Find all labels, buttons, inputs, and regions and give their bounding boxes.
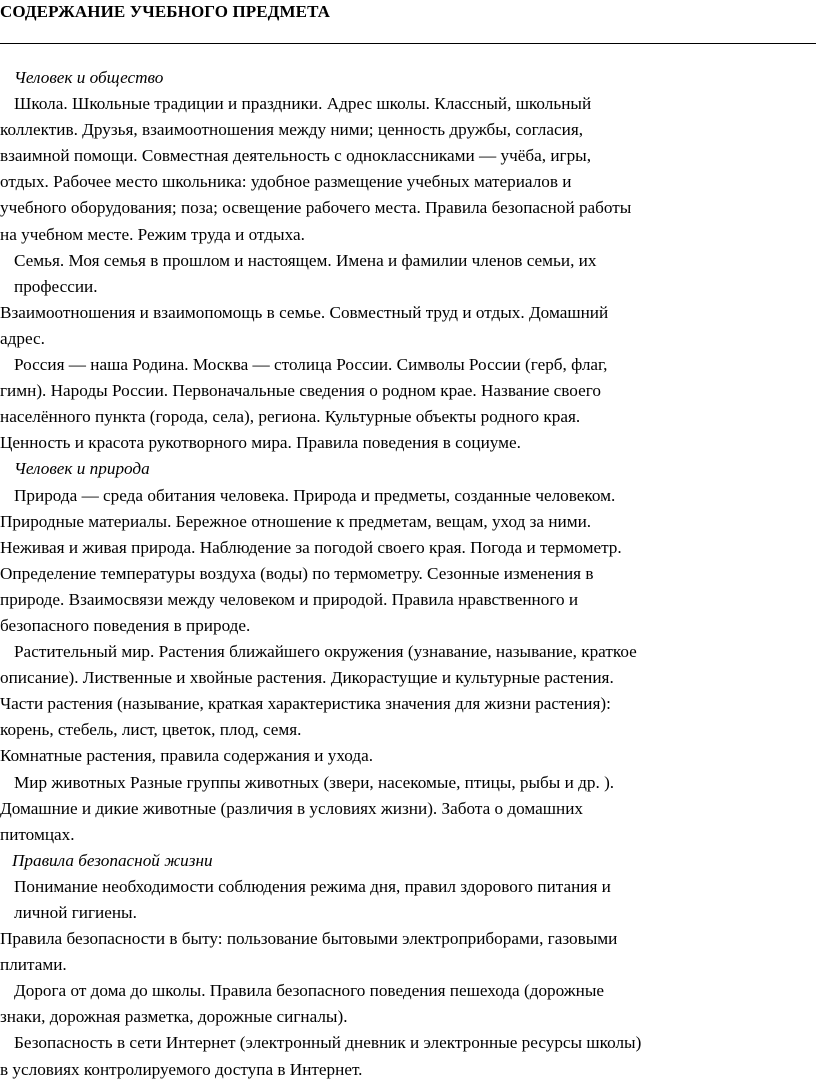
section-heading: Человек и природа [14,459,150,479]
paragraph-line: безопасного поведения в природе. [0,615,251,635]
document-title: СОДЕРЖАНИЕ УЧЕБНОГО ПРЕДМЕТА [0,2,331,21]
paragraph-line: Ценность и красота рукотворного мира. Правила поведения в социуме. [0,433,521,453]
section-heading: Человек и общество [14,68,164,87]
paragraph-line: Россия — наша Родина. Москва — столица России. Символы России (герб, флаг, [14,355,608,375]
paragraph-line: Части растения (называние, краткая характеристика значения для жизни растения): [0,694,611,714]
paragraph-line: Безопасность в сети Интернет (электронный дневник и электронные ресурсы школы) [14,1033,642,1053]
paragraph-line: природе. Взаимосвязи между человеком и природой. Правила нравственного и [0,589,579,609]
paragraph-line: личной гигиены. [14,903,137,922]
paragraph-line: учебного оборудования; поза; освещение рабочего места. Правила безопасной работы [0,198,632,218]
paragraph-line: описание). Лиственные и хвойные растения. Дикорастущие и культурные растения. [0,668,614,688]
paragraph-line: населённого пункта (города, села), региона. Культурные объекты родного края. [0,407,581,427]
paragraph-line: питомцах. [0,824,75,844]
paragraph-line: плитами. [0,955,67,975]
section-heading: Правила безопасной жизни [12,850,213,870]
paragraph-line: адрес. [0,328,45,348]
paragraph-line: Правила безопасности в быту: пользование бытовыми электроприборами, газовыми [0,929,618,949]
paragraph-line: Мир животных Разные группы животных (звери, насекомые, птицы, рыбы и др. ). [14,772,615,792]
paragraph-line: Неживая и живая природа. Наблюдение за погодой своего края. Погода и термометр. [0,537,622,557]
paragraph-line: Понимание необходимости соблюдения режима дня, правил здорового питания и [14,876,611,896]
paragraph-line: Определение температуры воздуха (воды) по термометру. Сезонные изменения в [0,563,594,583]
paragraph-line: Взаимоотношения и взаимопомощь в семье. Совместный труд и отдых. Домашний [0,302,609,322]
paragraph-line: Комнатные растения, правила содержания и ухода. [0,746,374,766]
paragraph-line: Растительный мир. Растения ближайшего окружения (узнавание, называние, краткое [14,642,637,662]
document-body [0,65,812,1083]
paragraph-line: отдых. Рабочее место школьника: удобное размещение учебных материалов и [0,172,572,192]
paragraph-line: коллектив. Друзья, взаимоотношения между ними; ценность дружбы, согласия, [0,120,584,140]
paragraph-line: в условиях контролируемого доступа в Интернет. [0,1059,363,1079]
title-divider [0,43,816,44]
paragraph-line: Школа. Школьные традиции и праздники. Адрес школы. Классный, школьный [14,94,592,114]
paragraph-line: Семья. Моя семья в прошлом и настоящем. Имена и фамилии членов семьи, их [14,250,597,270]
paragraph-line: Дорога от дома до школы. Правила безопасного поведения пешехода (дорожные [14,981,605,1001]
paragraph-line: знаки, дорожная разметка, дорожные сигналы). [0,1007,348,1027]
paragraph-line: корень, стебель, лист, цветок, плод, семя. [0,720,302,740]
paragraph-line: на учебном месте. Режим труда и отдыха. [0,224,305,244]
paragraph-line: профессии. [14,276,98,296]
paragraph-line: Домашние и дикие животные (различия в условиях жизни). Забота о домашних [0,798,584,818]
paragraph-line: Природные материалы. Бережное отношение к предметам, вещам, уход за ними. [0,511,592,531]
paragraph-line: взаимной помощи. Совместная деятельность с одноклассниками — учёба, игры, [0,146,592,166]
paragraph-line: Природа — среда обитания человека. Природа и предметы, созданные человеком. [14,485,616,505]
paragraph-line: гимн). Народы России. Первоначальные сведения о родном крае. Название своего [0,381,601,401]
